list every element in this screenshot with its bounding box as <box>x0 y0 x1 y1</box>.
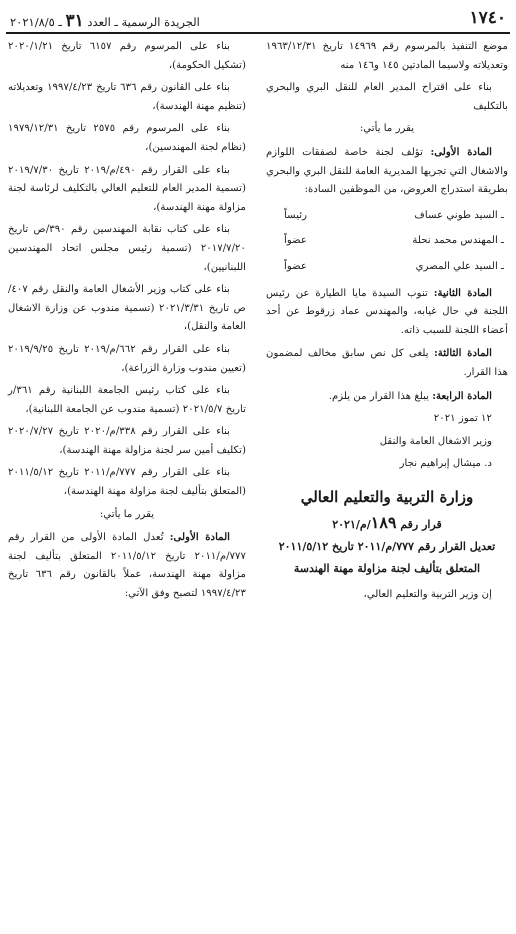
issue-number: ٣١ <box>65 11 84 31</box>
amendment-article-1-text: تُعدل المادة الأولى من القرار رقم ٧٧٧/م/٢٠١١ تاريخ ٢٠١١/٥/١٢ المتعلق بتأليف لجنة مزاولة مهنة الهندسة، عملاً بالقانون رقم ٦٣٦ تاريخ ١٩٩٧/٤/٢٣ لتصبح وفق الآتي: <box>8 532 246 600</box>
member-row <box>266 232 508 251</box>
decides-heading: يقرر ما يأتي: <box>99 508 155 520</box>
signature-name: د. ميشال إبراهيم نجار <box>399 458 492 470</box>
article-3 <box>266 344 508 382</box>
article-1-text: تؤلف لجنة خاصة لصفقات اللوازم والاشغال التي تجريها المديرية العامة للنقل البري والبحري بطريقة استدراج العروض، من الموظفين السادة: <box>266 146 508 196</box>
recital-paragraph: بناء على القرار رقم ٦٦٢/م/٢٠١٩ تاريخ ٢٠١٩/٩/٢٥ (تعيين مندوب وزارة الزراعة)، <box>8 343 246 374</box>
decision-label: قرار رقم <box>400 518 442 532</box>
ministry-title: وزارة التربية والتعليم العالي <box>300 487 474 506</box>
decision-number-line <box>266 514 508 534</box>
left-column <box>8 38 246 608</box>
minister-intro: إن وزير التربية والتعليم العالي، <box>363 589 492 601</box>
article-2-title: المادة الثانية: <box>433 286 492 299</box>
recital-paragraph: بناء على القرار رقم ٣٣٨/م/٢٠٢٠ تاريخ ٢٠٢٠/٧/٢٧ (تكليف أمين سر لجنة مزاولة مهنة الهندسة)، <box>8 426 246 456</box>
member-role: رئيساً <box>284 209 308 221</box>
member-role: عضواً <box>284 260 308 272</box>
intro-paragraph: موضع التنفيذ بالمرسوم رقم ١٤٩٦٩ تاريخ ١٩٦٣/١٢/٣١ وتعديلاته ولاسيما المادتين ١٤٥ و١٤٦ منه <box>266 41 509 71</box>
page-header <box>6 6 510 34</box>
recital-paragraph: بناء على القرار رقم ٧٧٧/م/٢٠١١ تاريخ ٢٠١١/٥/١٢ (المتعلق بتأليف لجنة مزاولة مهنة الهندسة)، <box>8 467 246 498</box>
proposal-paragraph: بناء على اقتراح المدير العام للنقل البري والبحري بالتكليف <box>266 82 508 112</box>
decision-subject-line: تعديل القرار رقم ٧٧٧/م/٢٠١١ تاريخ ٢٠١١/٥/١٢ <box>278 540 496 554</box>
decision-number: ١٨٩ <box>370 513 397 533</box>
article-3-title: المادة الثالثة: <box>433 347 492 360</box>
recital-paragraph: بناء على المرسوم رقم ٢٥٧٥ تاريخ ١٩٧٩/١٢/٣١ (نظام لجنة المهندسين)، <box>8 123 246 153</box>
gazette-title <box>10 11 200 31</box>
article-4-title: المادة الرابعة: <box>432 389 492 402</box>
right-column <box>266 38 508 609</box>
recital-paragraph: بناء على كتاب نقابة المهندسين رقم ٣٩٠/ص تاريخ ٢٠١٧/٧/٢٠ (تسمية رئيس مجلس اتحاد المهندسين اللبنانيين)، <box>8 224 246 273</box>
decision-subject-line-2: المتعلق بتأليف لجنة مزاولة مهنة الهندسة <box>293 562 481 576</box>
article-2-text: تنوب السيدة مايا الطيارة عن رئيس اللجنة في حال غيابه، والمهندس عماد زرقوط عن أحد أعضاء اللجنة للسبب ذاته. <box>266 287 508 336</box>
article-2 <box>266 284 508 341</box>
article-1 <box>266 143 508 200</box>
gazette-date: ـ ٢٠٢١/٨/٥ <box>10 15 62 29</box>
recital-paragraph: بناء على كتاب رئيس الجامعة اللبنانية رقم ٣٦١/ر تاريخ ٢٠٢١/٥/٧ (تسمية مندوب عن الجامعة اللبنانية)، <box>8 385 246 415</box>
member-name: ـ المهندس محمد نحلة <box>412 235 504 247</box>
signature-date: ١٢ تموز ٢٠٢١ <box>433 413 492 425</box>
member-name: ـ السيد طوني عساف <box>414 209 504 221</box>
recital-paragraph: بناء على القانون رقم ٦٣٦ تاريخ ١٩٩٧/٤/٢٣ وتعديلاته (تنظيم مهنة الهندسة)، <box>8 82 246 112</box>
article-4 <box>266 387 508 407</box>
member-row <box>266 207 508 226</box>
recital-paragraph: بناء على المرسوم رقم ٦١٥٧ تاريخ ٢٠٢٠/١/٢١ (تشكيل الحكومة)، <box>8 41 246 71</box>
page-number: ١٧٤٠ <box>469 8 506 28</box>
article-4-text: يبلغ هذا القرار من يلزم. <box>328 390 430 402</box>
member-name: ـ السيد علي المصري <box>415 260 504 272</box>
amendment-article-1-title: المادة الأولى: <box>169 531 231 544</box>
member-role: عضواً <box>284 235 308 247</box>
decides-heading: يقرر ما يأتي: <box>359 123 415 135</box>
amendment-article-1 <box>8 528 246 603</box>
recital-paragraph: بناء على كتاب وزير الأشغال العامة والنقل رقم ٤٠٧/ص تاريخ ٢٠٢١/٣/٣١ (تسمية مندوب عن وزارة الاشغال العامة والنقل)، <box>8 284 246 333</box>
member-row <box>266 258 508 277</box>
article-1-title: المادة الأولى: <box>430 145 493 158</box>
decision-suffix: /م/٢٠٢١ <box>332 518 371 532</box>
recital-paragraph: بناء على القرار رقم ٤٩٠/م/٢٠١٩ تاريخ ٢٠١٩/٧/٣٠ (تسمية المدير العام للتعليم العالي بالتكليف لرئاسة لجنة مزاولة مهنة الهندسة)، <box>8 164 246 213</box>
article-3-text: يلغى كل نص سابق مخالف لمضمون هذا القرار. <box>266 348 508 378</box>
signature-minister: وزير الاشغال العامة والنقل <box>379 435 492 447</box>
gazette-prefix: الجريدة الرسمية ـ العدد <box>87 15 200 29</box>
